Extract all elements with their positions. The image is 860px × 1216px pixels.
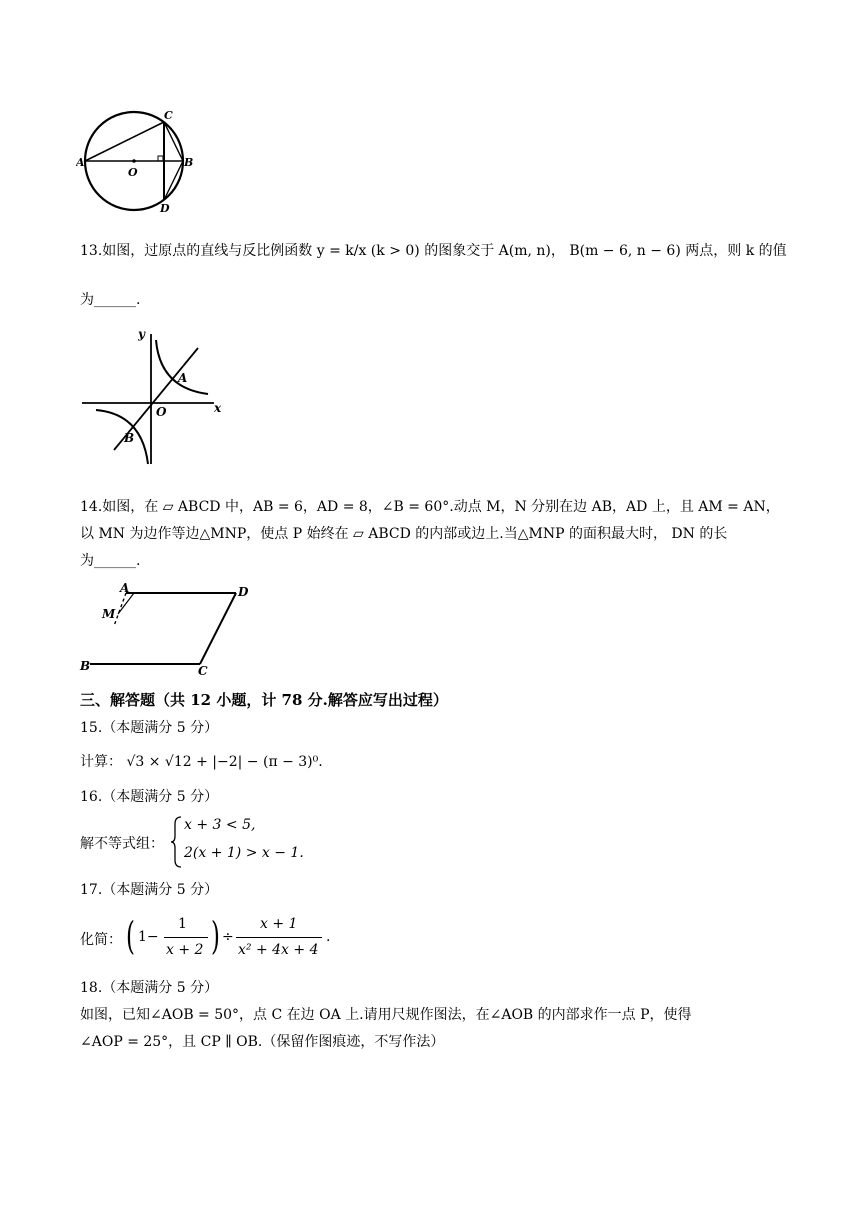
q17-num2: x + 1 [260,916,298,932]
q15-prefix: 计算： [80,754,122,770]
label-a: A [178,371,188,385]
q16-row2: 2(x + 1) > x − 1. [184,845,304,861]
label-d: D [238,585,249,599]
label-b: B [184,156,194,169]
label-o: O [156,405,167,419]
q14-line2: 以 MN 为边作等边△MNP，使点 P 始终在 ▱ ABCD 的内部或边上.当△MNP 的面积最大时， DN 的长 [80,526,728,542]
q18-line2: ∠AOP = 25°，且 CP ∥ OB.（保留作图痕迹，不写作法） [80,1034,445,1050]
brace-icon [170,816,182,868]
q17-prefix: 化简： [80,932,122,948]
q17-header: 17.（本题满分 5 分） [80,882,219,898]
q15-expression: √3 × √12 + |−2| − (π − 3)⁰. [126,754,323,770]
q18-line1: 如图，已知∠AOB = 50°，点 C 在边 OA 上.请用尺规作图法，在∠AOB 的内部求作一点 P，使得 [80,1007,692,1023]
q17-den1: x + 2 [166,942,204,958]
q17-num1: 1 [178,916,187,932]
label-d: D [160,202,170,214]
center-dot [132,159,136,163]
chord-cb [164,122,183,161]
label-b: B [80,659,91,673]
q14-line3: 为______. [80,553,141,569]
q17-one: 1− [138,929,159,945]
label-x: x [214,401,222,415]
q13-line1: 13.如图，过原点的直线与反比例函数 y = k/x (k > 0) 的图象交于 A(m, n)， B(m − 6, n − 6) 两点，则 k 的值 [80,243,787,259]
label-a: A [76,156,85,169]
q15-body [80,752,323,772]
label-c: C [164,109,173,122]
label-b: B [124,431,135,445]
fraction-bar-1 [164,937,208,938]
q14-parallelogram-figure [76,578,256,678]
label-c: C [198,664,208,678]
q16-body [80,814,380,870]
side-ab [114,593,126,626]
period: . [326,929,331,945]
fraction-bar-2 [236,937,322,938]
q14-line1: 14.如图，在 ▱ ABCD 中，AB = 6，AD = 8，∠B = 60°.动点 M，N 分别在边 AB，AD 上，且 AM = AN， [80,499,780,515]
chord-db [164,161,183,200]
q13-line2: 为______. [80,292,141,308]
divide-sign: ÷ [222,929,234,945]
q15-header: 15.（本题满分 5 分） [80,720,219,736]
segment-mn [118,593,134,614]
side-dc [200,593,236,664]
q16-prefix: 解不等式组： [80,836,164,852]
q13-hyperbola-figure [76,322,236,472]
label-a: A [120,581,130,595]
label-m: M [102,607,116,621]
q16-header: 16.（本题满分 5 分） [80,789,219,805]
q18-header: 18.（本题满分 5 分） [80,980,219,996]
q12-circle-figure [76,108,200,214]
q17-den2: x² + 4x + 4 [238,942,319,958]
label-y: y [138,327,145,341]
q16-row1: x + 3 < 5, [184,817,256,833]
left-paren: ( [125,914,135,958]
q17-body [80,912,400,964]
label-o: O [128,166,138,179]
right-paren: ) [210,914,220,958]
section3-heading: 三、解答题（共 12 小题，计 78 分.解答应写出过程） [80,691,448,709]
